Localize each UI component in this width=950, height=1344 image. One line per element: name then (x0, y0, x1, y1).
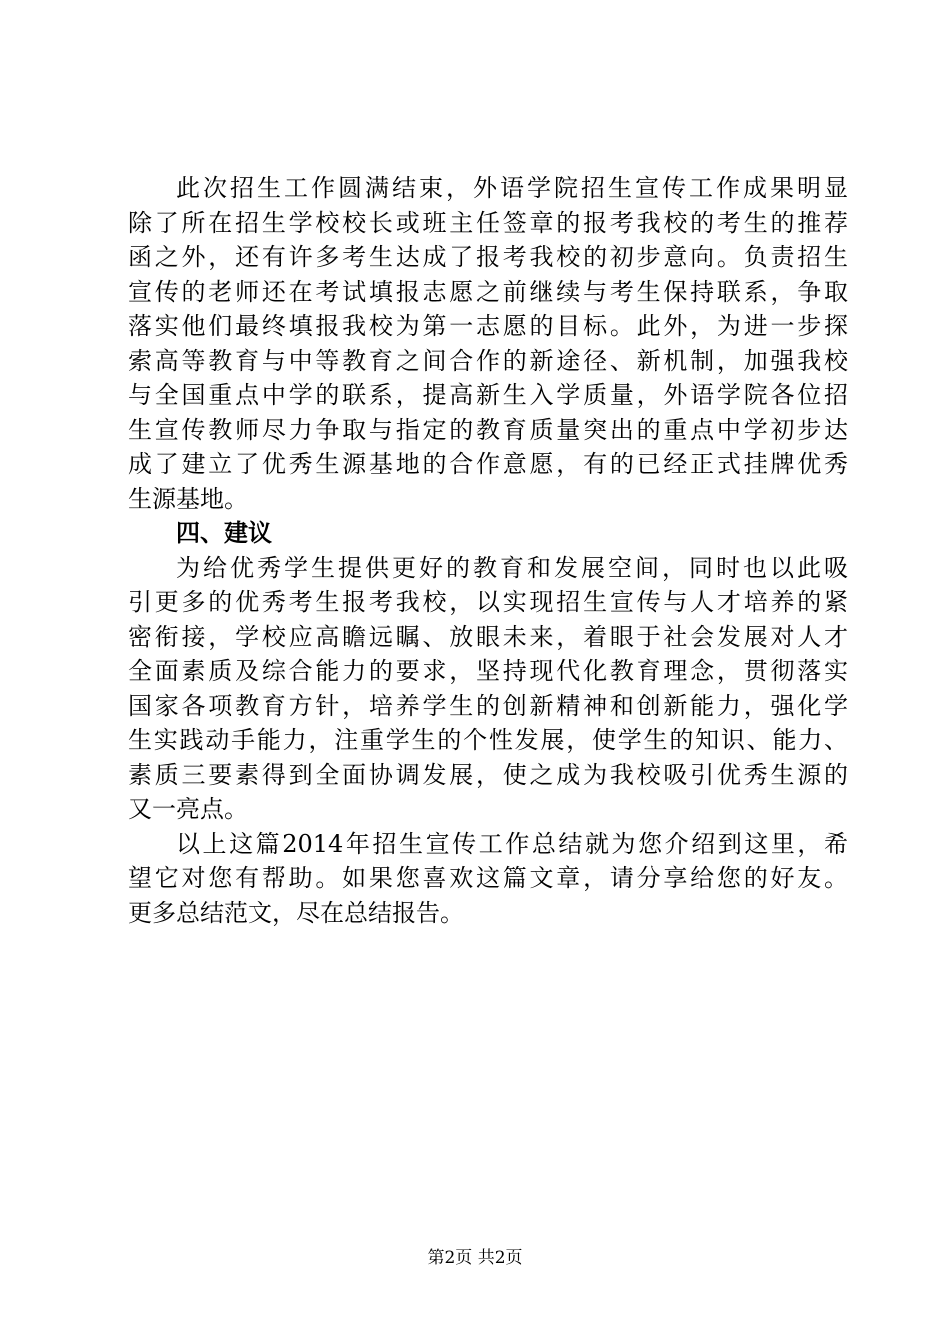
paragraph-line: 落实他们最终填报我校为第一志愿的目标。此外，为进一步探 (128, 312, 848, 340)
paragraph-line: 生宣传教师尽力争取与指定的教育质量突出的重点中学初步达 (128, 415, 848, 444)
paragraph-results (128, 171, 848, 516)
page-number-footer: 第2页 共2页 (427, 1248, 523, 1268)
paragraph-line: 除了所在招生学校校长或班主任签章的报考我校的考生的推荐 (128, 208, 848, 237)
paragraph-line: 更多总结范文，尽在总结报告。 (128, 898, 464, 927)
paragraph-line: 密衔接，学校应高瞻远瞩、放眼未来，着眼于社会发展对人才 (128, 622, 848, 651)
paragraph-line: 成了建立了优秀生源基地的合作意愿，有的已经正式挂牌优秀 (128, 450, 848, 478)
paragraph-line: 素质三要素得到全面协调发展，使之成为我校吸引优秀生源的 (128, 760, 848, 789)
paragraph-line: 函之外，还有许多考生达成了报考我校的初步意向。负责招生 (128, 243, 848, 271)
paragraph-line: 国家各项教育方针，培养学生的创新精神和创新能力，强化学 (128, 691, 848, 720)
document-body (128, 171, 848, 930)
paragraph-closing (128, 827, 848, 931)
paragraph-line: 此次招生工作圆满结束，外语学院招生宣传工作成果明显 (176, 174, 848, 202)
paragraph-line: 望它对您有帮助。如果您喜欢这篇文章，请分享给您的好友。 (128, 864, 848, 892)
paragraph-line: 宣传的老师还在考试填报志愿之前继续与考生保持联系，争取 (128, 277, 848, 306)
paragraph-line: 为给优秀学生提供更好的教育和发展空间，同时也以此吸 (176, 553, 848, 582)
section-heading: 四、建议 (176, 519, 272, 547)
paragraph-suggestions (128, 551, 848, 827)
paragraph-line: 生源基地。 (128, 484, 248, 513)
paragraph-line: 全面素质及综合能力的要求，坚持现代化教育理念，贯彻落实 (128, 657, 848, 685)
paragraph-line: 索高等教育与中等教育之间合作的新途径、新机制，加强我校 (128, 346, 848, 375)
paragraph-line: 引更多的优秀考生报考我校，以实现招生宣传与人才培养的紧 (128, 588, 848, 616)
paragraph-line: 以上这篇2014年招生宣传工作总结就为您介绍到这里，希 (176, 829, 848, 858)
paragraph-line: 又一亮点。 (128, 795, 248, 823)
paragraph-line: 与全国重点中学的联系，提高新生入学质量，外语学院各位招 (128, 381, 848, 409)
paragraph-line: 生实践动手能力，注重学生的个性发展，使学生的知识、能力、 (128, 726, 848, 754)
